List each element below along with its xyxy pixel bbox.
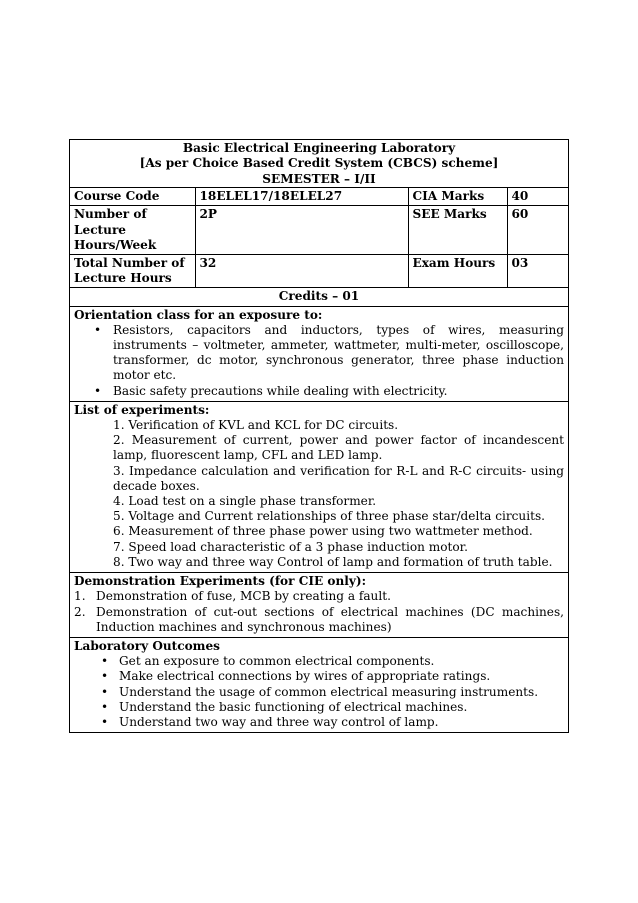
see-marks-label: SEE Marks — [408, 206, 507, 255]
orientation-title: Orientation class for an exposure to: — [74, 307, 323, 322]
demonstration-list — [74, 589, 564, 635]
list-item: • Understand the basic functioning of electrical machines. — [101, 699, 468, 714]
lecture-hours-value: 2P — [195, 206, 408, 255]
experiments-section — [70, 402, 568, 573]
course-code-row — [70, 188, 568, 206]
list-item: 1. Verification of KVL and KCL for DC circuits. — [113, 418, 399, 433]
course-header — [70, 140, 568, 188]
outcomes-section — [70, 638, 568, 732]
demonstration-section — [70, 573, 568, 638]
list-item: 4. Load test on a single phase transformer. — [113, 494, 377, 509]
bullet-icon: • — [94, 383, 102, 398]
lecture-hours-label: Number of Lecture Hours/Week — [70, 206, 195, 255]
list-item: • Understand two way and three way control of lamp. — [101, 714, 439, 729]
outcomes-title: Laboratory Outcomes — [74, 638, 220, 653]
list-item: 2. Demonstration of cut-out sections of electrical machines (DC machines, Induction machines and synchronous machines) — [74, 604, 564, 634]
cia-marks-label: CIA Marks — [408, 188, 507, 206]
bullet-icon: • — [101, 684, 109, 699]
cia-marks-value: 40 — [507, 188, 568, 206]
bullet-icon: • — [94, 322, 102, 337]
list-item: • Resistors, capacitors and inductors, types of wires, measuring instruments – voltmeter, ammeter, wattmeter, multi-meter, oscilloscope, transformer, dc motor, synchronous generator, three phase induction motor etc. — [94, 322, 564, 383]
bullet-icon: • — [101, 714, 109, 729]
experiments-list — [74, 418, 564, 570]
syllabus-table — [69, 139, 569, 733]
experiments-title: List of experiments: — [74, 402, 210, 417]
exam-hours-value: 03 — [511, 256, 529, 271]
scheme-line: [As per Choice Based Credit System (CBCS) scheme] — [139, 156, 499, 171]
list-item: 3. Impedance calculation and verification for R-L and R-C circuits- using decade boxes. — [113, 463, 564, 493]
course-code-value: 18ELEL17/18ELEL27 — [195, 188, 408, 206]
course-details-grid — [70, 188, 568, 288]
list-item: • Understand the usage of common electrical measuring instruments. — [101, 684, 539, 699]
list-item: • Make electrical connections by wires of appropriate ratings. — [101, 669, 491, 684]
bullet-icon: • — [101, 669, 109, 684]
total-hours-label: Total Number of Lecture Hours — [70, 255, 195, 288]
see-marks-value: 60 — [507, 206, 568, 255]
total-hours-value: 32 — [195, 255, 408, 288]
orientation-list — [74, 323, 564, 399]
list-item: 2. Measurement of current, power and power factor of incandescent lamp, fluorescent lamp, CFL and LED lamp. — [113, 433, 564, 463]
course-title: Basic Electrical Engineering Laboratory — [182, 141, 456, 155]
credits: Credits – 01 — [70, 288, 568, 306]
exam-hours-label: Exam Hours — [408, 255, 507, 288]
orientation-section — [70, 307, 568, 402]
list-item: 6. Measurement of three phase power using two wattmeter method. — [113, 524, 533, 539]
bullet-icon: • — [101, 654, 109, 669]
semester-line: SEMESTER – I/II — [262, 171, 376, 186]
list-item: • Basic safety precautions while dealing with electricity. — [94, 383, 448, 398]
list-item: 1. Demonstration of fuse, MCB by creating a fault. — [74, 589, 391, 604]
demonstration-title: Demonstration Experiments (for CIE only): — [74, 574, 367, 589]
course-code-label: Course Code — [70, 188, 195, 206]
total-hours-row — [70, 255, 568, 288]
bullet-icon: • — [101, 699, 109, 714]
lecture-hours-row — [70, 206, 568, 255]
list-item: 7. Speed load characteristic of a 3 phase induction motor. — [113, 539, 468, 554]
list-item: 8. Two way and three way Control of lamp and formation of truth table. — [113, 554, 553, 569]
list-item: • Get an exposure to common electrical components. — [101, 654, 435, 669]
outcomes-list — [74, 654, 564, 730]
list-item: 5. Voltage and Current relationships of three phase star/delta circuits. — [113, 509, 545, 524]
